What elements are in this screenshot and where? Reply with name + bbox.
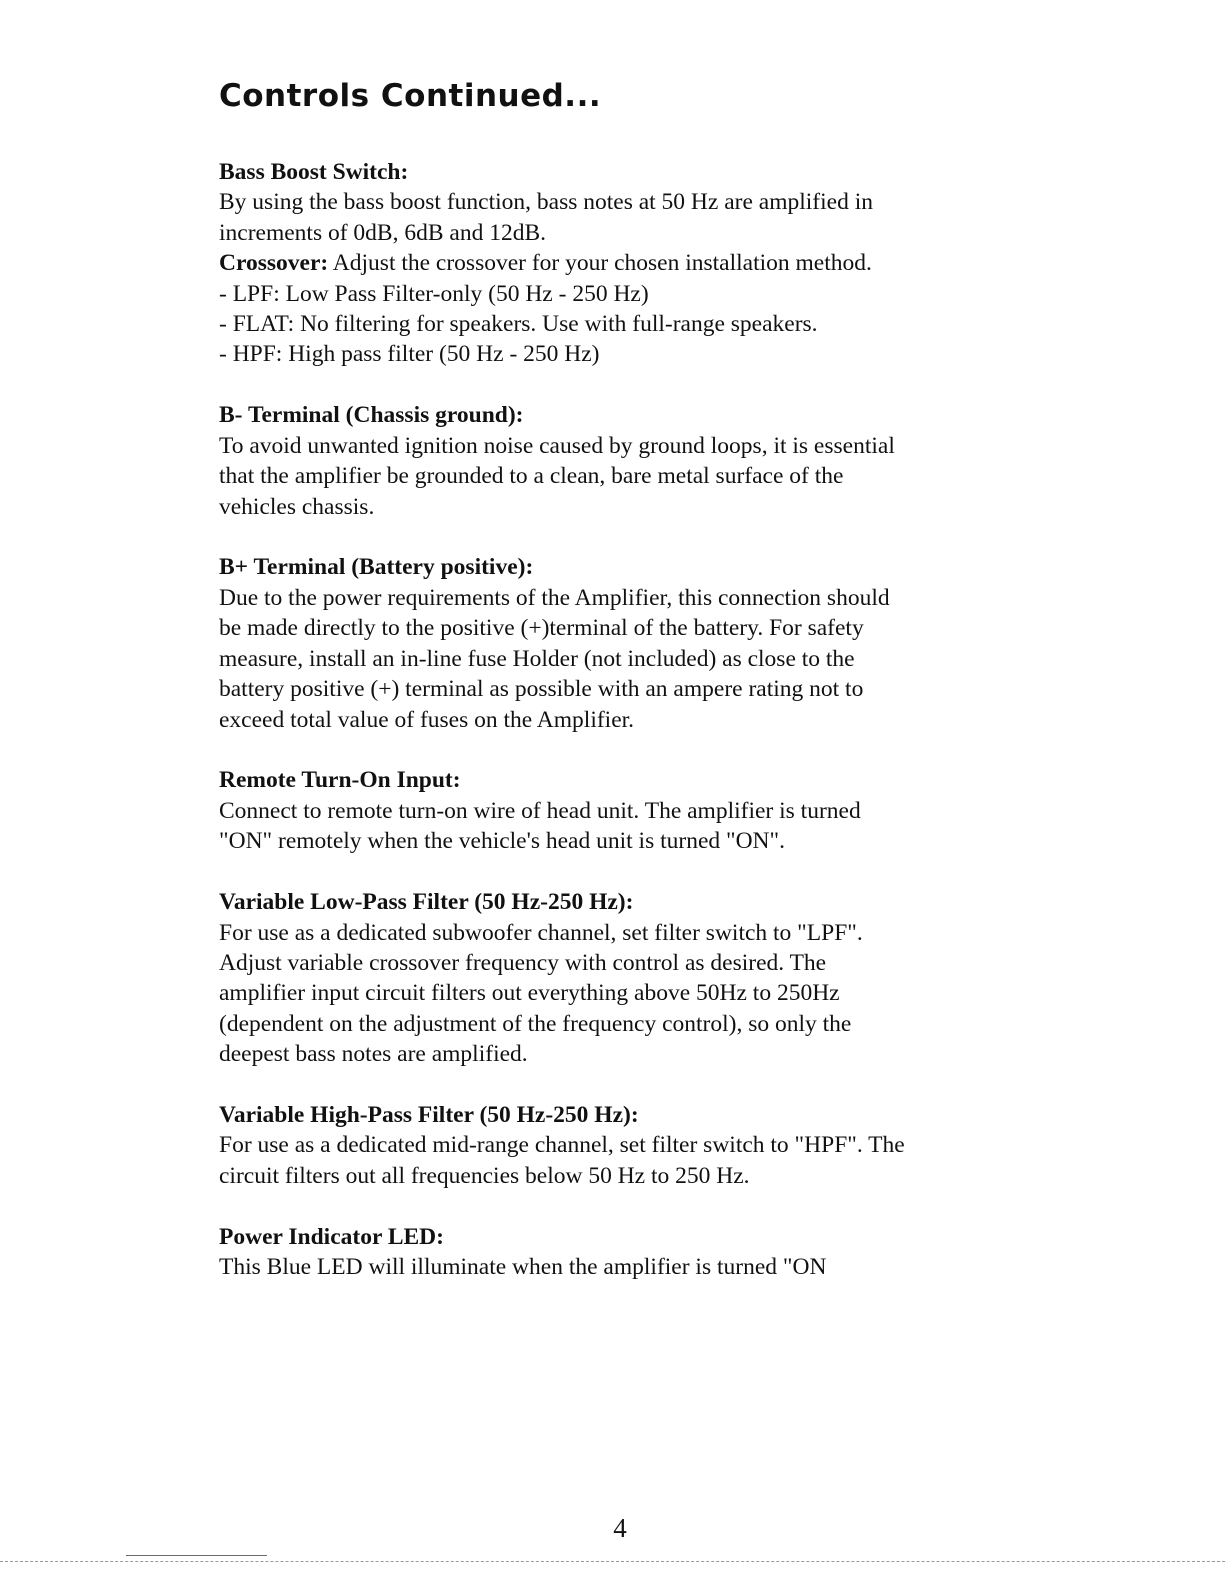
- body-line: By using the bass boost function, bass notes at 50 Hz are amplified in: [219, 189, 873, 216]
- section-low-pass-filter: [219, 887, 1009, 1069]
- section-power-led: [219, 1222, 1009, 1283]
- body-line: measure, install an in-line fuse Holder (not included) as close to the: [219, 645, 855, 672]
- crossover-option: - LPF: Low Pass Filter-only (50 Hz - 250 Hz): [219, 280, 649, 307]
- body-line: amplifier input circuit filters out everything above 50Hz to 250Hz: [219, 980, 840, 1007]
- page-bottom-divider: [0, 1561, 1225, 1562]
- section-heading: B+ Terminal (Battery positive):: [219, 554, 534, 581]
- section-heading: Variable High-Pass Filter (50 Hz-250 Hz):: [219, 1102, 639, 1129]
- section-remote-turn-on: [219, 765, 1009, 856]
- body-line: "ON" remotely when the vehicle's head unit is turned "ON".: [219, 828, 785, 855]
- body-line: To avoid unwanted ignition noise caused by ground loops, it is essential: [219, 432, 895, 459]
- crossover-text: Adjust the crossover for your chosen installation method.: [328, 250, 872, 277]
- body-line: that the amplifier be grounded to a clean, bare metal surface of the: [219, 463, 844, 490]
- body-line: vehicles chassis.: [219, 493, 375, 520]
- page-title: Controls Continued...: [219, 78, 602, 114]
- footnote-divider: [126, 1555, 267, 1556]
- body-line: Due to the power requirements of the Amplifier, this connection should: [219, 584, 890, 611]
- page-number: 4: [613, 1513, 627, 1543]
- section-high-pass-filter: [219, 1100, 1009, 1191]
- crossover-line: [219, 248, 1009, 278]
- body-line: For use as a dedicated subwoofer channel, set filter switch to "LPF".: [219, 919, 863, 946]
- body-line: circuit filters out all frequencies below 50 Hz to 250 Hz.: [219, 1162, 750, 1189]
- crossover-option: - FLAT: No filtering for speakers. Use with full-range speakers.: [219, 311, 818, 338]
- section-heading: Bass Boost Switch:: [219, 159, 409, 185]
- section-b-minus-terminal: [219, 400, 1009, 522]
- page-content: [219, 157, 1009, 1313]
- body-line: exceed total value of fuses on the Amplifier.: [219, 706, 635, 733]
- section-b-plus-terminal: [219, 552, 1009, 734]
- body-line: increments of 0dB, 6dB and 12dB.: [219, 219, 547, 246]
- section-heading: B- Terminal (Chassis ground):: [219, 402, 524, 429]
- body-line: deepest bass notes are amplified.: [219, 1041, 528, 1068]
- body-line: Adjust variable crossover frequency with control as desired. The: [219, 949, 827, 976]
- section-heading: Remote Turn-On Input:: [219, 767, 461, 794]
- body-line: For use as a dedicated mid-range channel, set filter switch to "HPF". The: [219, 1132, 905, 1159]
- section-heading: Variable Low-Pass Filter (50 Hz-250 Hz):: [219, 889, 634, 916]
- section-heading: Power Indicator LED:: [219, 1223, 444, 1250]
- body-line: Connect to remote turn-on wire of head unit. The amplifier is turned: [219, 797, 861, 824]
- body-line: This Blue LED will illuminate when the amplifier is turned "ON: [219, 1254, 827, 1281]
- crossover-option: - HPF: High pass filter (50 Hz - 250 Hz): [219, 341, 600, 368]
- crossover-label: Crossover:: [219, 250, 329, 277]
- body-line: (dependent on the adjustment of the frequency control), so only the: [219, 1010, 852, 1037]
- body-line: be made directly to the positive (+)terminal of the battery. For safety: [219, 615, 864, 642]
- body-line: battery positive (+) terminal as possible with an ampere rating not to: [219, 676, 864, 703]
- section-bass-boost: [219, 157, 1009, 370]
